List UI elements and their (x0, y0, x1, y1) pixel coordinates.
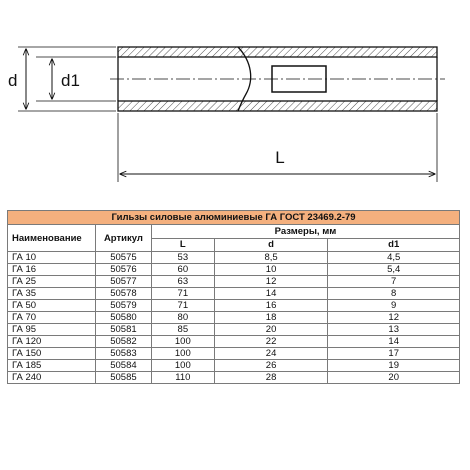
cell-d: 26 (214, 360, 328, 372)
cell-L: 110 (151, 372, 214, 384)
cell-d: 12 (214, 276, 328, 288)
cell-article: 50575 (95, 252, 151, 264)
cell-name: ГА 120 (8, 336, 96, 348)
cell-d: 10 (214, 264, 328, 276)
column-header-name: Наименование (8, 225, 96, 252)
cell-L: 100 (151, 336, 214, 348)
table-row (8, 276, 460, 288)
cell-d: 28 (214, 372, 328, 384)
cell-d1: 9 (328, 300, 460, 312)
column-header-article: Артикул (95, 225, 151, 252)
table-body (8, 252, 460, 384)
spec-table (7, 210, 460, 384)
table-row (8, 288, 460, 300)
cell-name: ГА 35 (8, 288, 96, 300)
cell-name: ГА 150 (8, 348, 96, 360)
cell-article: 50585 (95, 372, 151, 384)
cell-name: ГА 95 (8, 324, 96, 336)
dimension-L-label: L (275, 148, 285, 167)
cell-d1: 5,4 (328, 264, 460, 276)
table-row (8, 312, 460, 324)
table-row (8, 348, 460, 360)
cell-d1: 12 (328, 312, 460, 324)
sleeve-body (110, 47, 445, 111)
cell-article: 50581 (95, 324, 151, 336)
column-header-d: d (214, 238, 328, 252)
cell-L: 60 (151, 264, 214, 276)
cell-name: ГА 10 (8, 252, 96, 264)
sleeve-drawing (0, 0, 470, 205)
cell-L: 100 (151, 348, 214, 360)
cell-d: 8,5 (214, 252, 328, 264)
cell-name: ГА 50 (8, 300, 96, 312)
cell-d: 14 (214, 288, 328, 300)
cell-L: 80 (151, 312, 214, 324)
cell-article: 50577 (95, 276, 151, 288)
cell-name: ГА 240 (8, 372, 96, 384)
cell-L: 53 (151, 252, 214, 264)
cell-name: ГА 70 (8, 312, 96, 324)
cell-d1: 8 (328, 288, 460, 300)
cell-d1: 13 (328, 324, 460, 336)
cell-name: ГА 185 (8, 360, 96, 372)
cell-article: 50578 (95, 288, 151, 300)
cell-name: ГА 25 (8, 276, 96, 288)
cell-article: 50582 (95, 336, 151, 348)
column-header-d1: d1 (328, 238, 460, 252)
dimension-L (118, 113, 437, 182)
cell-L: 63 (151, 276, 214, 288)
cell-name: ГА 16 (8, 264, 96, 276)
column-header-L: L (151, 238, 214, 252)
table-row (8, 252, 460, 264)
dimension-d1-label: d1 (61, 71, 80, 90)
cell-L: 85 (151, 324, 214, 336)
column-header-sizes: Размеры, мм (151, 225, 459, 239)
cell-L: 71 (151, 288, 214, 300)
cell-d1: 17 (328, 348, 460, 360)
cell-d: 18 (214, 312, 328, 324)
cell-d1: 19 (328, 360, 460, 372)
cell-d: 16 (214, 300, 328, 312)
table-row (8, 264, 460, 276)
dimension-d-label: d (8, 71, 18, 90)
cell-d: 24 (214, 348, 328, 360)
cell-d1: 7 (328, 276, 460, 288)
cell-d: 22 (214, 336, 328, 348)
table-row (8, 372, 460, 384)
cell-article: 50579 (95, 300, 151, 312)
cell-d1: 20 (328, 372, 460, 384)
cell-d1: 4,5 (328, 252, 460, 264)
cell-d: 20 (214, 324, 328, 336)
table-row (8, 336, 460, 348)
cell-L: 71 (151, 300, 214, 312)
cell-article: 50576 (95, 264, 151, 276)
table-row (8, 300, 460, 312)
cell-d1: 14 (328, 336, 460, 348)
cell-article: 50584 (95, 360, 151, 372)
table-row (8, 360, 460, 372)
dimension-d1 (36, 57, 116, 101)
table-title: Гильзы силовые алюминиевые ГА ГОСТ 23469.2-79 (8, 211, 460, 225)
cell-article: 50580 (95, 312, 151, 324)
cell-L: 100 (151, 360, 214, 372)
cell-article: 50583 (95, 348, 151, 360)
table-row (8, 324, 460, 336)
